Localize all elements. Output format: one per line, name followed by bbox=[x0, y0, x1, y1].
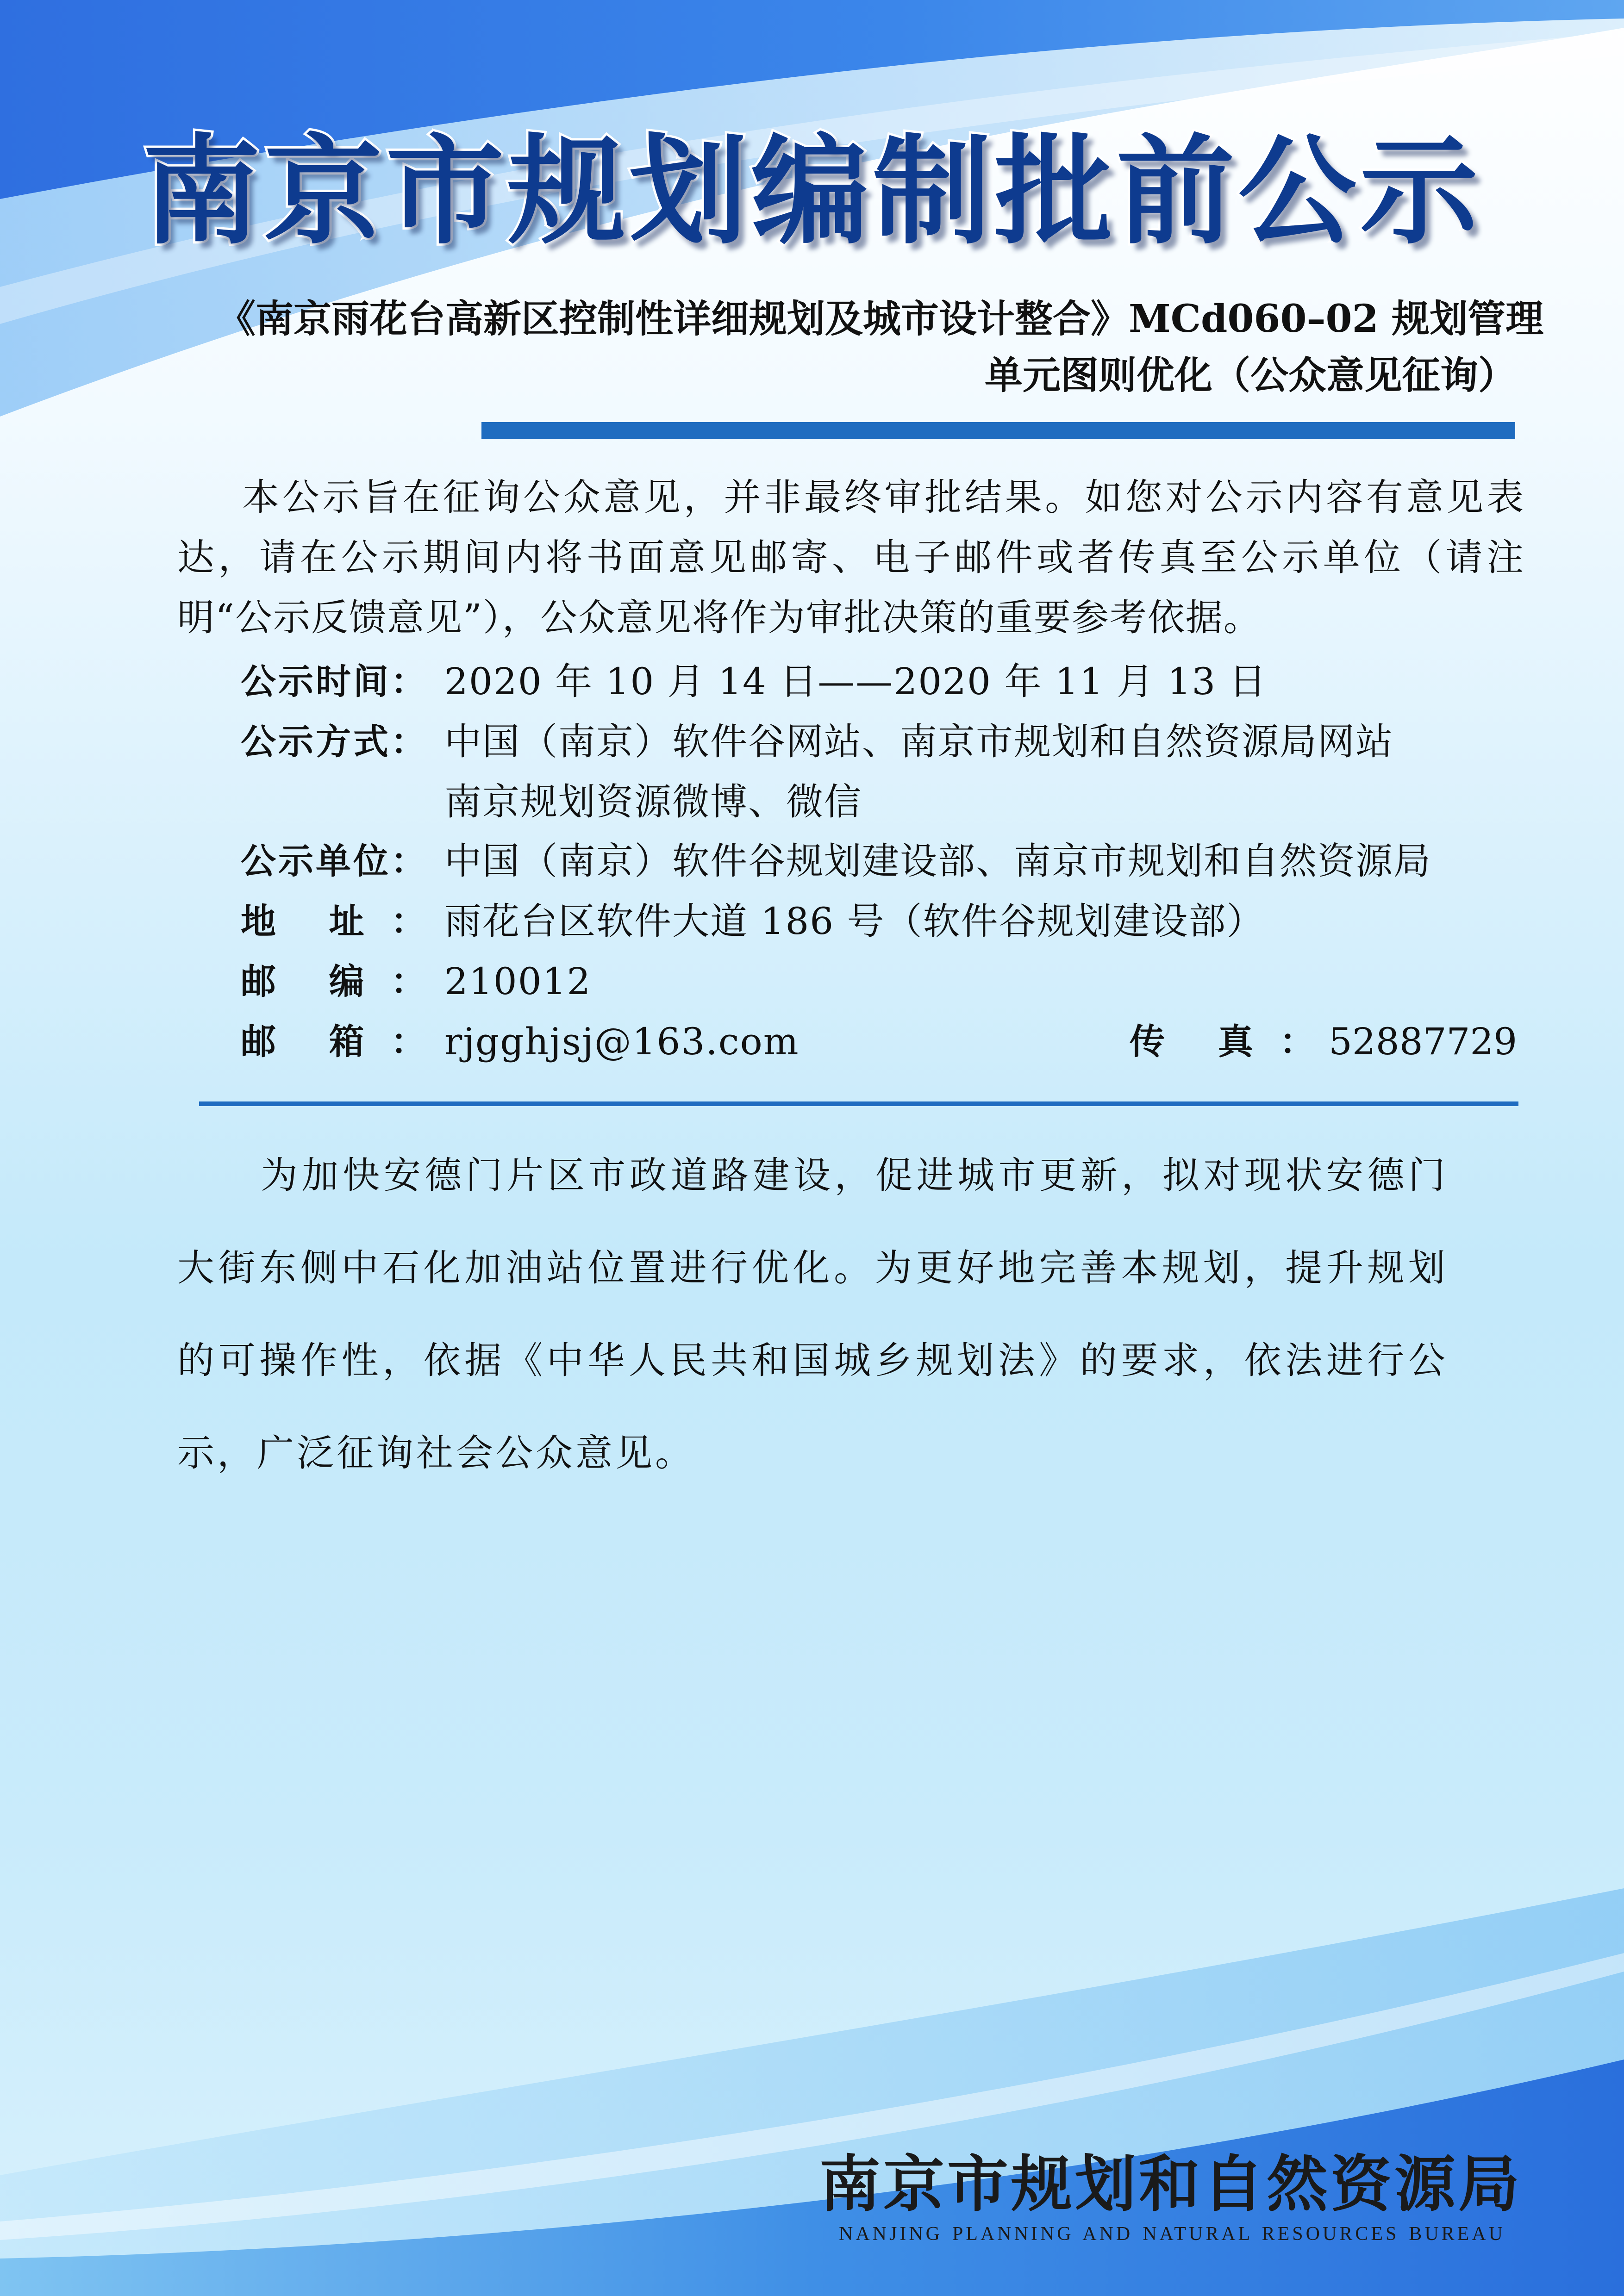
subtitle-line-1: 《南京雨花台高新区控制性详细规划及城市设计整合》MCd060–02 规划管理 bbox=[218, 297, 1544, 341]
footer-org-name: 南京市规划和自然资源局 bbox=[819, 2149, 1522, 2220]
body-paragraph: 为加快安德门片区市政道路建设，促进城市更新，拟对现状安德门大街东侧中石化加油站位置进行优化。为更好地完善本规划，提升规划的可操作性，依据《中华人民共和国城乡规划法》的要求，依法进行公示，广泛征询社会公众意见。 bbox=[177, 1154, 1448, 1475]
postcode-label: 邮 编 ： bbox=[241, 961, 426, 1002]
info-row-postcode bbox=[241, 952, 1528, 1012]
time-value: 2020 年 10 月 14 日——2020 年 11 月 13 日 bbox=[444, 660, 1267, 703]
email-label: 邮 箱 ： bbox=[241, 1021, 426, 1062]
info-row-time bbox=[241, 652, 1528, 712]
address-value: 雨花台区软件大道 186 号（软件谷规划建设部） bbox=[444, 900, 1265, 943]
address-label: 地 址 ： bbox=[241, 901, 426, 942]
info-row-method bbox=[241, 712, 1528, 831]
info-row-address bbox=[241, 891, 1528, 952]
fax-value: 52887729 bbox=[1329, 1020, 1518, 1063]
fax-label: 传 真 ： bbox=[1130, 1021, 1315, 1062]
unit-label: 公 示 单 位 ： bbox=[241, 840, 426, 882]
top-divider bbox=[481, 422, 1515, 439]
footer-org-name-en: NANJING PLANNING AND NATURAL RESOURCES BUREAU bbox=[839, 2223, 1505, 2245]
intro-paragraph: 本公示旨在征询公众意见，并非最终审批结果。如您对公示内容有意见表达，请在公示期间内将书面意见邮寄、电子邮件或者传真至公示单位（请注明“公示反馈意见”），公众意见将作为审批决策的重要参考依据。 bbox=[177, 476, 1524, 639]
method-label: 公 示 方 式 ： bbox=[241, 721, 426, 762]
method-value-line-1: 中国（南京）软件谷网站、南京市规划和自然资源局网站 bbox=[444, 720, 1393, 763]
method-value bbox=[444, 712, 1393, 832]
info-row-email-fax bbox=[241, 1012, 1528, 1072]
unit-value: 中国（南京）软件谷规划建设部、南京市规划和自然资源局 bbox=[444, 840, 1431, 883]
notice-info bbox=[241, 652, 1528, 1072]
email-value: rjgghjsj@163.com bbox=[444, 1020, 800, 1063]
method-value-line-2: 南京规划资源微博、微信 bbox=[444, 780, 862, 823]
info-row-unit bbox=[241, 831, 1528, 891]
middle-divider bbox=[199, 1101, 1518, 1106]
subtitle-line-2: 单元图则优化（公众意见征询） bbox=[984, 353, 1516, 398]
postcode-value: 210012 bbox=[444, 960, 592, 1003]
project-subtitle bbox=[218, 291, 1544, 404]
time-label: 公 示 时 间 ： bbox=[241, 661, 426, 702]
notice-title: 南京市规划编制批前公示 bbox=[142, 123, 1482, 261]
